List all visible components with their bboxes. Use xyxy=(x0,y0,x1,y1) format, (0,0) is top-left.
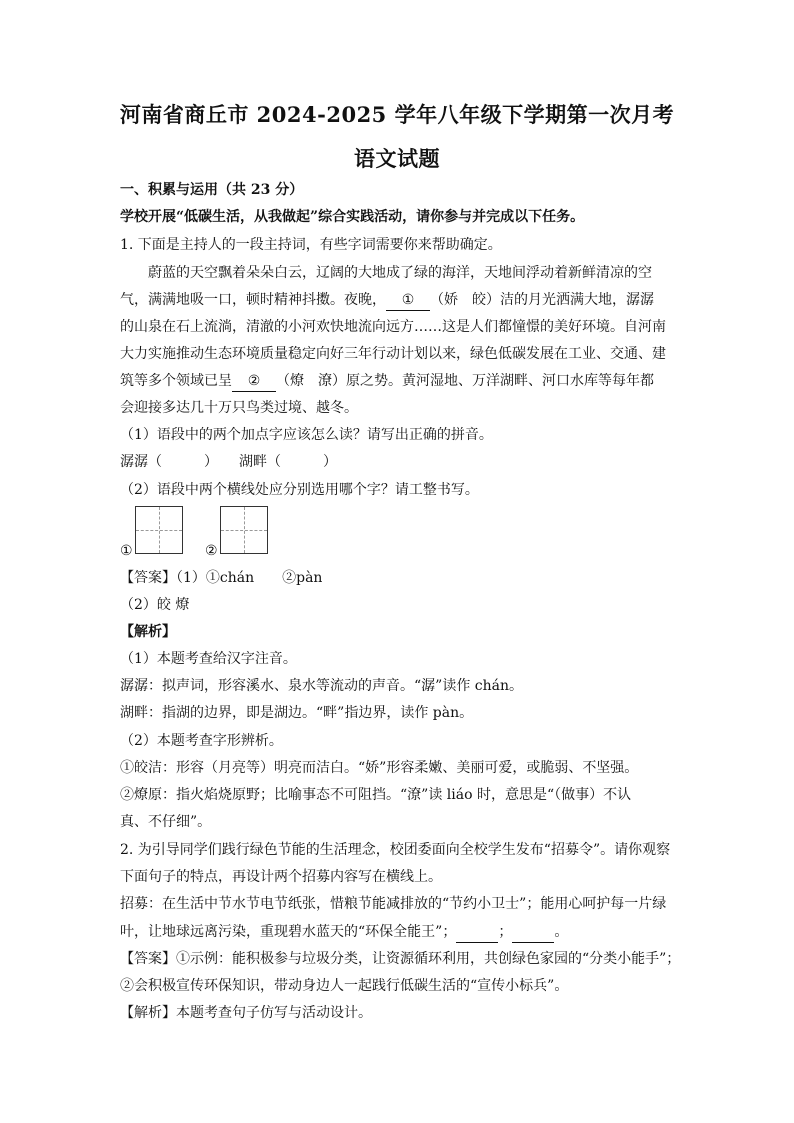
passage-line-4: 大力实施推动生态环境质量稳定向好三年行动计划以来，绿色低碳发展在工业、交通、建 xyxy=(120,346,666,362)
box-label-1: ① xyxy=(120,543,133,559)
document-subtitle: 语文试题 xyxy=(354,146,440,171)
analysis-line: 湖畔：指湖的边界，即是湖边。“畔”指边界，读作 pàn。 xyxy=(120,705,474,721)
answer-2-cont: ②会积极宣传环保知识，带动身边人一起践行低碳生活的“宣传小标兵”。 xyxy=(120,978,569,994)
passage-text: 气，满满地吸一口，顿时精神抖擞。夜晚， xyxy=(120,292,386,308)
answer-1: 【答案】（1）①chán ②pàn xyxy=(120,570,323,586)
document-title: 河南省商丘市 2024-2025 学年八年级下学期第一次月考 xyxy=(119,102,675,127)
blank-1: ① xyxy=(386,290,430,311)
analysis-line: （2）本题考查字形辨析。 xyxy=(120,733,283,749)
recruit-sentence-2 xyxy=(120,922,568,943)
writing-box-1 xyxy=(135,506,183,554)
passage-line-5 xyxy=(120,371,654,392)
recruit-sentence-1: 招募：在生活中节水节电节纸张，惜粮节能减排放的“节约小卫士”；能用心呵护每一片绿 xyxy=(120,896,667,912)
section-heading: 一、积累与运用（共 23 分） xyxy=(120,182,304,198)
passage-line-1: 蔚蓝的天空飘着朵朵白云，辽阔的大地成了绿的海洋，天地间浮动着新鲜清凉的空 xyxy=(148,265,652,281)
separator: ； xyxy=(498,924,513,940)
question-2-stem-cont: 下面句子的特点，再设计两个招募内容写在横线上。 xyxy=(120,869,442,885)
answer-blank-2 xyxy=(512,922,554,943)
analysis-line: （1）本题考查给汉字注音。 xyxy=(120,651,297,667)
analysis-line: ①皎洁：形容（月亮等）明亮而洁白。“娇”形容柔嫩、美丽可爱，或脆弱、不坚强。 xyxy=(120,760,639,776)
analysis-line: ②燎原：指火焰烧原野；比喻事态不可阻挡。“潦”读 liáo 时，意思是“（做事）不认 xyxy=(120,787,632,803)
subquestion-1-blanks: 潺潺（ ） 湖畔（ ） xyxy=(120,454,337,470)
recruit-text: 叶，让地球远离污染，重现碧水蓝天的“环保全能王”； xyxy=(120,924,457,940)
passage-text: （娇 皎）洁的月光洒满大地，潺潺 xyxy=(430,292,654,308)
blank-2: ② xyxy=(232,371,276,392)
passage-line-6: 会迎接多达几十万只鸟类过境、越冬。 xyxy=(120,400,358,416)
analysis-line: 真、不仔细”。 xyxy=(120,814,212,830)
passage-line-3: 的山泉在石上流淌，清澈的小河欢快地流向远方……这是人们都憧憬的美好环境。自河南 xyxy=(120,319,666,335)
box-label-2: ② xyxy=(205,543,218,559)
answer-blank-1 xyxy=(456,922,498,943)
analysis-2: 【解析】本题考查句子仿写与活动设计。 xyxy=(120,1005,372,1021)
analysis-line: 潺潺：拟声词，形容溪水、泉水等流动的声音。“潺”读作 chán。 xyxy=(120,678,523,694)
section-intro: 学校开展“低碳生活，从我做起”综合实践活动，请你参与并完成以下任务。 xyxy=(120,209,585,225)
answer-1-part2: （2）皎 燎 xyxy=(120,597,190,613)
analysis-heading: 【解析】 xyxy=(120,624,176,640)
subquestion-2: （2）语段中两个横线处应分别选用哪个字？请工整书写。 xyxy=(120,482,479,498)
end-mark: 。 xyxy=(554,924,569,940)
writing-box-2 xyxy=(220,506,268,554)
question-2-stem: 2. 为引导同学们践行绿色节能的生活理念，校团委面向全校学生发布“招募令”。请你观察 xyxy=(120,842,671,858)
passage-line-2 xyxy=(120,290,654,311)
question-1-stem: 1. 下面是主持人的一段主持词，有些字词需要你来帮助确定。 xyxy=(120,237,502,253)
passage-text: （燎 潦）原之势。黄河湿地、万洋湖畔、河口水库等每年都 xyxy=(276,373,654,389)
answer-2: 【答案】①示例：能积极参与垃圾分类，让资源循环利用，共创绿色家园的“分类小能手”； xyxy=(120,951,681,967)
subquestion-1: （1）语段中的两个加点字应该怎么读？请写出正确的拼音。 xyxy=(120,427,493,443)
passage-text: 筑等多个领域已呈 xyxy=(120,373,232,389)
